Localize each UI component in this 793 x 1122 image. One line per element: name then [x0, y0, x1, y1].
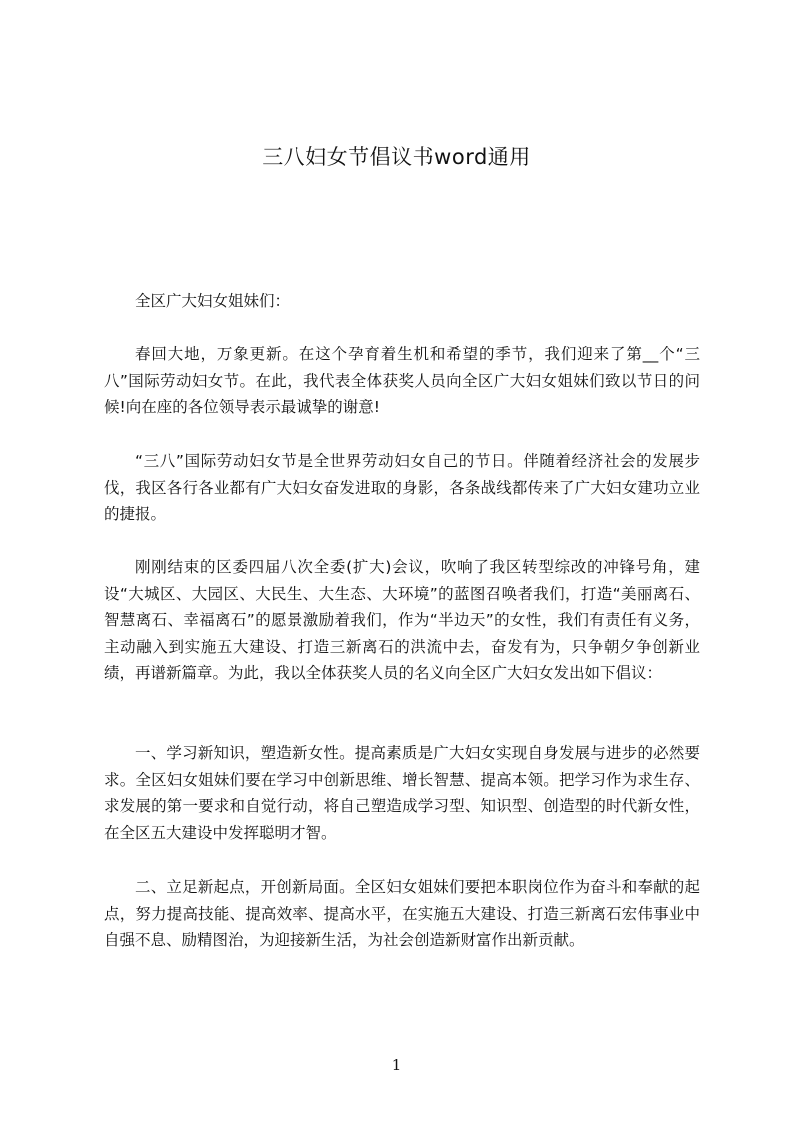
paragraph-block-2	[104, 448, 700, 528]
paragraph-1: 春回大地，万象更新。在这个孕育着生机和希望的季节，我们迎来了第__个“三八”国际劳动妇女节。在此，我代表全体获奖人员向全区广大妇女姐妹们致以节日的问候!向在座的各位领导表示最诚挚的谢意!	[104, 345, 700, 416]
page-number: 1	[391, 1056, 402, 1074]
paragraph-block-4	[104, 740, 700, 846]
salutation-block	[104, 288, 700, 315]
paragraph-block-1	[104, 341, 700, 421]
salutation: 全区广大妇女姐妹们：	[135, 292, 291, 310]
paragraph-4: 一、学习新知识，塑造新女性。提高素质是广大妇女实现自身发展与进步的必然要求。全区妇女姐妹们要在学习中创新思维、增长智慧、提高本领。把学习作为求生存、求发展的第一要求和自觉行动，将自己塑造成学习型、知识型、创造型的时代新女性，在全区五大建设中发挥聪明才智。	[104, 744, 700, 842]
paragraph-2: “三八”国际劳动妇女节是全世界劳动妇女自己的节日。伴随着经济社会的发展步伐，我区各行各业都有广大妇女奋发进取的身影，各条战线都传来了广大妇女建功立业的捷报。	[104, 452, 700, 523]
document-title: 三八妇女节倡议书word通用	[262, 145, 531, 169]
paragraph-block-5	[104, 874, 700, 954]
paragraph-block-3	[104, 554, 700, 687]
paragraph-3: 刚刚结束的区委四届八次全委(扩大)会议，吹响了我区转型综改的冲锋号角，建设“大城区、大园区、大民生、大生态、大环境”的蓝图召唤者我们，打造“美丽离石、智慧离石、幸福离石”的愿景激励着我们，作为“半边天”的女性，我们有责任有义务，主动融入到实施五大建设、打造三新离石的洪流中去，奋发有为，只争朝夕争创新业绩，再谱新篇章。为此，我以全体获奖人员的名义向全区广大妇女发出如下倡议：	[104, 558, 700, 682]
paragraph-5: 二、立足新起点，开创新局面。全区妇女姐妹们要把本职岗位作为奋斗和奉献的起点，努力提高技能、提高效率、提高水平，在实施五大建设、打造三新离石宏伟事业中自强不息、励精图治，为迎接新生活，为社会创造新财富作出新贡献。	[104, 878, 700, 949]
